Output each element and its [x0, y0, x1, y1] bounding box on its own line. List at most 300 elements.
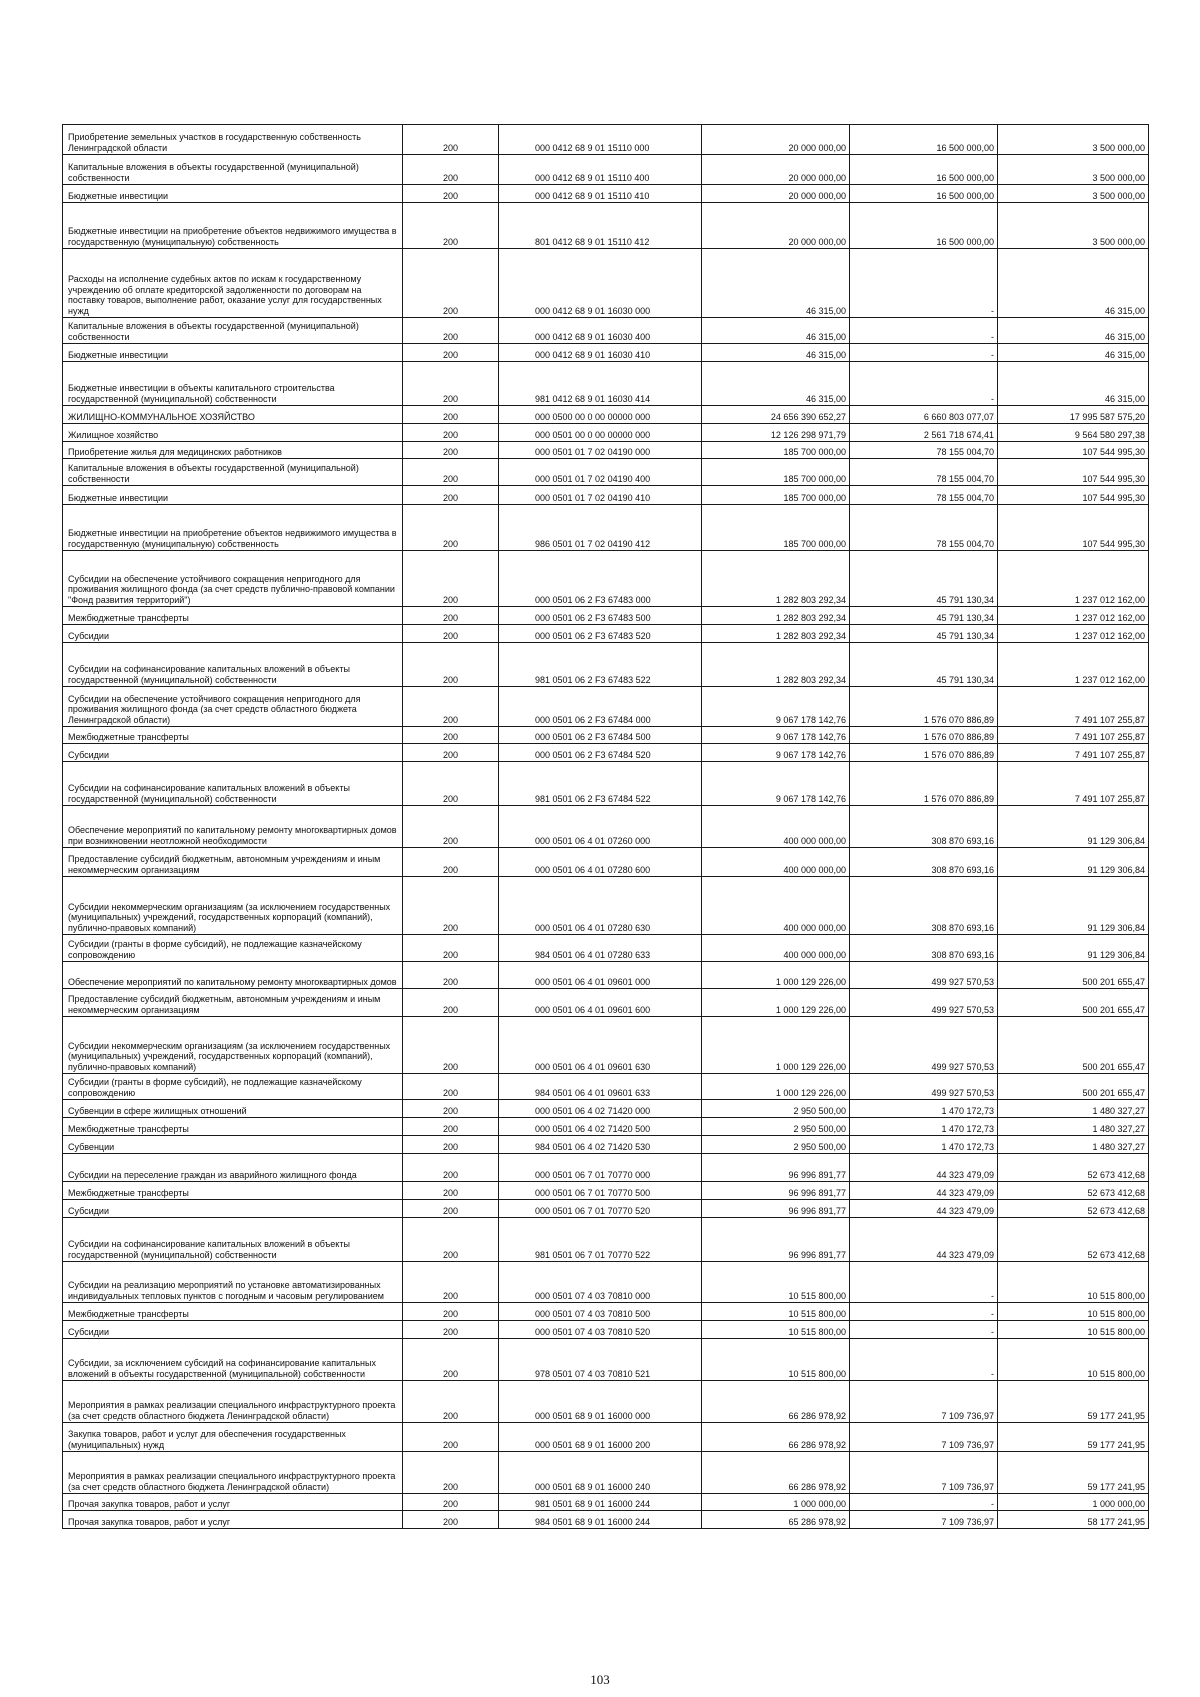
table-row	[63, 1200, 1149, 1218]
row-name: Субсидии	[63, 1321, 403, 1339]
table-row	[63, 1423, 1149, 1452]
row-unexecuted: 52 673 412,68	[998, 1200, 1149, 1218]
row-kbk: 000 0501 06 2 F3 67484 520	[499, 744, 702, 762]
row-approved: 1 000 129 226,00	[702, 989, 850, 1017]
row-approved: 2 950 500,00	[702, 1136, 850, 1154]
row-name: Приобретение земельных участков в государственную собственность Ленинградской области	[63, 125, 403, 155]
row-code: 200	[403, 935, 499, 962]
row-kbk: 000 0412 68 9 01 16030 000	[499, 249, 702, 318]
row-kbk: 000 0501 06 2 F3 67483 520	[499, 625, 702, 643]
row-name: Субсидии на софинансирование капитальных вложений в объекты государственной (муниципальной) собственности	[63, 762, 403, 806]
row-kbk: 000 0412 68 9 01 15110 400	[499, 155, 702, 185]
row-approved: 9 067 178 142,76	[702, 744, 850, 762]
page-number: 103	[590, 1672, 610, 1687]
row-approved: 1 000 129 226,00	[702, 1017, 850, 1074]
row-code: 200	[403, 1136, 499, 1154]
row-executed: 1 576 070 886,89	[850, 687, 998, 727]
row-approved: 400 000 000,00	[702, 848, 850, 877]
table-row	[63, 459, 1149, 486]
row-unexecuted: 10 515 800,00	[998, 1262, 1149, 1303]
row-unexecuted: 7 491 107 255,87	[998, 744, 1149, 762]
row-approved: 2 950 500,00	[702, 1100, 850, 1118]
row-approved: 2 950 500,00	[702, 1118, 850, 1136]
row-executed: 499 927 570,53	[850, 962, 998, 989]
row-code: 200	[403, 1423, 499, 1452]
table-row	[63, 442, 1149, 459]
row-code: 200	[403, 848, 499, 877]
row-unexecuted: 7 491 107 255,87	[998, 727, 1149, 744]
row-code: 200	[403, 155, 499, 185]
row-code: 200	[403, 1321, 499, 1339]
row-unexecuted: 500 201 655,47	[998, 1017, 1149, 1074]
row-approved: 10 515 800,00	[702, 1339, 850, 1381]
row-approved: 46 315,00	[702, 318, 850, 344]
row-approved: 1 282 803 292,34	[702, 607, 850, 625]
table-row	[63, 1511, 1149, 1529]
row-name: Межбюджетные трансферты	[63, 1118, 403, 1136]
row-executed: 78 155 004,70	[850, 442, 998, 459]
row-name: Предоставление субсидий бюджетным, автономным учреждениям и иным некоммерческим организациям	[63, 989, 403, 1017]
row-executed: 16 500 000,00	[850, 185, 998, 203]
row-kbk: 000 0501 01 7 02 04190 410	[499, 486, 702, 505]
row-approved: 9 067 178 142,76	[702, 727, 850, 744]
row-code: 200	[403, 1381, 499, 1423]
row-code: 200	[403, 505, 499, 551]
row-code: 200	[403, 744, 499, 762]
row-executed: 78 155 004,70	[850, 486, 998, 505]
table-row	[63, 203, 1149, 249]
row-executed: 499 927 570,53	[850, 1074, 998, 1100]
row-approved: 12 126 298 971,79	[702, 424, 850, 442]
row-executed: 16 500 000,00	[850, 203, 998, 249]
row-name: Закупка товаров, работ и услуг для обеспечения государственных (муниципальных) нужд	[63, 1423, 403, 1452]
row-code: 200	[403, 551, 499, 607]
row-approved: 10 515 800,00	[702, 1303, 850, 1321]
row-executed: 45 791 130,34	[850, 551, 998, 607]
table-row	[63, 1017, 1149, 1074]
row-name: Приобретение жилья для медицинских работников	[63, 442, 403, 459]
row-unexecuted: 58 177 241,95	[998, 1511, 1149, 1529]
row-name: Субсидии на обеспечение устойчивого сокращения непригодного для проживания жилищного фонда (за счет средств областного бюджета Ленинградской области)	[63, 687, 403, 727]
table-row	[63, 125, 1149, 155]
row-code: 200	[403, 318, 499, 344]
row-kbk: 000 0501 06 2 F3 67484 000	[499, 687, 702, 727]
row-kbk: 000 0501 01 7 02 04190 000	[499, 442, 702, 459]
row-executed: 1 470 172,73	[850, 1136, 998, 1154]
row-code: 200	[403, 1339, 499, 1381]
table-row	[63, 607, 1149, 625]
row-approved: 1 000 129 226,00	[702, 962, 850, 989]
row-name: Субсидии	[63, 1200, 403, 1218]
row-unexecuted: 500 201 655,47	[998, 962, 1149, 989]
row-approved: 400 000 000,00	[702, 806, 850, 848]
row-kbk: 981 0501 06 7 01 70770 522	[499, 1218, 702, 1262]
row-unexecuted: 17 995 587 575,20	[998, 406, 1149, 424]
row-code: 200	[403, 1074, 499, 1100]
row-code: 200	[403, 362, 499, 406]
row-name: Бюджетные инвестиции	[63, 185, 403, 203]
row-kbk: 801 0412 68 9 01 15110 412	[499, 203, 702, 249]
row-code: 200	[403, 1262, 499, 1303]
row-name: Субсидии (гранты в форме субсидий), не подлежащие казначейскому сопровождению	[63, 1074, 403, 1100]
table-row	[63, 249, 1149, 318]
row-unexecuted: 500 201 655,47	[998, 989, 1149, 1017]
row-code: 200	[403, 1154, 499, 1182]
table-row	[63, 185, 1149, 203]
row-kbk: 984 0501 06 4 02 71420 530	[499, 1136, 702, 1154]
row-approved: 20 000 000,00	[702, 155, 850, 185]
row-unexecuted: 1 237 012 162,00	[998, 607, 1149, 625]
row-approved: 65 286 978,92	[702, 1511, 850, 1529]
table-row	[63, 155, 1149, 185]
row-code: 200	[403, 1494, 499, 1511]
table-row	[63, 362, 1149, 406]
row-code: 200	[403, 625, 499, 643]
row-approved: 46 315,00	[702, 344, 850, 362]
row-name: Капитальные вложения в объекты государственной (муниципальной) собственности	[63, 155, 403, 185]
row-executed: 45 791 130,34	[850, 625, 998, 643]
row-unexecuted: 59 177 241,95	[998, 1381, 1149, 1423]
row-approved: 20 000 000,00	[702, 125, 850, 155]
row-code: 200	[403, 185, 499, 203]
table-row	[63, 643, 1149, 687]
row-kbk: 000 0501 06 7 01 70770 520	[499, 1200, 702, 1218]
row-approved: 400 000 000,00	[702, 877, 850, 935]
row-kbk: 000 0501 06 4 01 07280 630	[499, 877, 702, 935]
row-executed: -	[850, 1494, 998, 1511]
table-row	[63, 551, 1149, 607]
row-unexecuted: 52 673 412,68	[998, 1182, 1149, 1200]
row-kbk: 000 0501 00 0 00 00000 000	[499, 424, 702, 442]
row-executed: -	[850, 362, 998, 406]
row-approved: 185 700 000,00	[702, 505, 850, 551]
row-executed: 45 791 130,34	[850, 643, 998, 687]
row-executed: 78 155 004,70	[850, 459, 998, 486]
row-kbk: 000 0412 68 9 01 16030 410	[499, 344, 702, 362]
row-approved: 10 515 800,00	[702, 1321, 850, 1339]
row-kbk: 000 0501 06 2 F3 67483 500	[499, 607, 702, 625]
row-unexecuted: 10 515 800,00	[998, 1321, 1149, 1339]
table-row	[63, 1154, 1149, 1182]
row-executed: 78 155 004,70	[850, 505, 998, 551]
row-executed: -	[850, 1262, 998, 1303]
row-code: 200	[403, 1218, 499, 1262]
row-code: 200	[403, 459, 499, 486]
row-executed: 7 109 736,97	[850, 1511, 998, 1529]
row-executed: 308 870 693,16	[850, 935, 998, 962]
row-kbk: 000 0501 06 4 01 09601 600	[499, 989, 702, 1017]
row-approved: 96 996 891,77	[702, 1218, 850, 1262]
row-executed: 7 109 736,97	[850, 1423, 998, 1452]
table-row	[63, 762, 1149, 806]
table-row	[63, 744, 1149, 762]
row-kbk: 984 0501 06 4 01 09601 633	[499, 1074, 702, 1100]
table-row	[63, 1452, 1149, 1494]
row-kbk: 000 0501 06 7 01 70770 000	[499, 1154, 702, 1182]
row-code: 200	[403, 762, 499, 806]
row-unexecuted: 1 237 012 162,00	[998, 551, 1149, 607]
row-approved: 24 656 390 652,27	[702, 406, 850, 424]
table-row	[63, 1136, 1149, 1154]
row-name: Жилищное хозяйство	[63, 424, 403, 442]
row-kbk: 000 0501 07 4 03 70810 000	[499, 1262, 702, 1303]
row-name: Субсидии на обеспечение устойчивого сокращения непригодного для проживания жилищного фонда (за счет средств публично-правовой компании "Фонд развития территорий")	[63, 551, 403, 607]
row-approved: 9 067 178 142,76	[702, 762, 850, 806]
table-row	[63, 935, 1149, 962]
row-name: Капитальные вложения в объекты государственной (муниципальной) собственности	[63, 318, 403, 344]
row-unexecuted: 1 237 012 162,00	[998, 625, 1149, 643]
row-kbk: 000 0501 68 9 01 16000 240	[499, 1452, 702, 1494]
row-code: 200	[403, 806, 499, 848]
table-row	[63, 687, 1149, 727]
row-executed: -	[850, 318, 998, 344]
row-executed: -	[850, 1303, 998, 1321]
row-approved: 185 700 000,00	[702, 442, 850, 459]
row-approved: 1 000 000,00	[702, 1494, 850, 1511]
row-kbk: 981 0501 68 9 01 16000 244	[499, 1494, 702, 1511]
row-code: 200	[403, 607, 499, 625]
row-unexecuted: 500 201 655,47	[998, 1074, 1149, 1100]
row-executed: -	[850, 344, 998, 362]
row-unexecuted: 46 315,00	[998, 249, 1149, 318]
row-unexecuted: 9 564 580 297,38	[998, 424, 1149, 442]
table-row	[63, 1381, 1149, 1423]
row-kbk: 000 0501 06 2 F3 67484 500	[499, 727, 702, 744]
row-executed: 44 323 479,09	[850, 1154, 998, 1182]
row-kbk: 000 0501 06 4 01 09601 000	[499, 962, 702, 989]
row-approved: 96 996 891,77	[702, 1200, 850, 1218]
table-row	[63, 1218, 1149, 1262]
table-row	[63, 1074, 1149, 1100]
row-code: 200	[403, 643, 499, 687]
row-executed: 499 927 570,53	[850, 989, 998, 1017]
row-executed: 6 660 803 077,07	[850, 406, 998, 424]
row-executed: 1 576 070 886,89	[850, 762, 998, 806]
row-name: Субсидии некоммерческим организациям (за исключением государственных (муниципальных) учреждений, государственных корпораций (компаний), публично-правовых компаний)	[63, 1017, 403, 1074]
table-row	[63, 1303, 1149, 1321]
row-executed: 1 576 070 886,89	[850, 727, 998, 744]
row-approved: 1 282 803 292,34	[702, 551, 850, 607]
row-code: 200	[403, 962, 499, 989]
row-approved: 1 000 129 226,00	[702, 1074, 850, 1100]
row-executed: 45 791 130,34	[850, 607, 998, 625]
row-code: 200	[403, 1452, 499, 1494]
row-code: 200	[403, 486, 499, 505]
row-unexecuted: 91 129 306,84	[998, 806, 1149, 848]
row-kbk: 000 0501 07 4 03 70810 520	[499, 1321, 702, 1339]
row-unexecuted: 107 544 995,30	[998, 442, 1149, 459]
row-kbk: 000 0501 06 4 02 71420 000	[499, 1100, 702, 1118]
row-code: 200	[403, 1511, 499, 1529]
row-code: 200	[403, 125, 499, 155]
row-unexecuted: 107 544 995,30	[998, 505, 1149, 551]
table-row	[63, 989, 1149, 1017]
budget-table	[62, 124, 1149, 1529]
row-approved: 185 700 000,00	[702, 486, 850, 505]
row-name: Межбюджетные трансферты	[63, 727, 403, 744]
row-approved: 46 315,00	[702, 362, 850, 406]
row-unexecuted: 91 129 306,84	[998, 848, 1149, 877]
row-name: Капитальные вложения в объекты государственной (муниципальной) собственности	[63, 459, 403, 486]
row-name: Предоставление субсидий бюджетным, автономным учреждениям и иным некоммерческим организациям	[63, 848, 403, 877]
row-kbk: 000 0501 06 4 01 07260 000	[499, 806, 702, 848]
row-code: 200	[403, 1100, 499, 1118]
row-code: 200	[403, 249, 499, 318]
row-approved: 20 000 000,00	[702, 185, 850, 203]
row-unexecuted: 1 237 012 162,00	[998, 643, 1149, 687]
row-executed: 44 323 479,09	[850, 1182, 998, 1200]
row-kbk: 000 0501 06 4 02 71420 500	[499, 1118, 702, 1136]
row-name: Субсидии на софинансирование капитальных вложений в объекты государственной (муниципальной) собственности	[63, 1218, 403, 1262]
row-unexecuted: 52 673 412,68	[998, 1154, 1149, 1182]
row-kbk: 000 0412 68 9 01 16030 400	[499, 318, 702, 344]
row-code: 200	[403, 344, 499, 362]
row-code: 200	[403, 442, 499, 459]
row-unexecuted: 1 480 327,27	[998, 1118, 1149, 1136]
row-name: ЖИЛИЩНО-КОММУНАЛЬНОЕ ХОЗЯЙСТВО	[63, 406, 403, 424]
row-unexecuted: 107 544 995,30	[998, 486, 1149, 505]
table-row	[63, 406, 1149, 424]
row-kbk: 000 0501 07 4 03 70810 500	[499, 1303, 702, 1321]
row-unexecuted: 10 515 800,00	[998, 1339, 1149, 1381]
row-executed: -	[850, 1339, 998, 1381]
row-approved: 66 286 978,92	[702, 1381, 850, 1423]
row-unexecuted: 3 500 000,00	[998, 185, 1149, 203]
budget-table-body	[63, 125, 1149, 1529]
row-code: 200	[403, 406, 499, 424]
row-kbk: 000 0412 68 9 01 15110 000	[499, 125, 702, 155]
row-name: Субсидии	[63, 625, 403, 643]
row-executed: 1 470 172,73	[850, 1118, 998, 1136]
row-kbk: 000 0501 68 9 01 16000 000	[499, 1381, 702, 1423]
row-code: 200	[403, 687, 499, 727]
table-row	[63, 1182, 1149, 1200]
row-executed: 16 500 000,00	[850, 155, 998, 185]
row-unexecuted: 91 129 306,84	[998, 935, 1149, 962]
row-executed: 44 323 479,09	[850, 1200, 998, 1218]
row-kbk: 000 0501 01 7 02 04190 400	[499, 459, 702, 486]
table-row	[63, 318, 1149, 344]
row-name: Субсидии, за исключением субсидий на софинансирование капитальных вложений в объекты государственной (муниципальной) собственности	[63, 1339, 403, 1381]
row-unexecuted: 3 500 000,00	[998, 155, 1149, 185]
row-unexecuted: 3 500 000,00	[998, 203, 1149, 249]
row-code: 200	[403, 877, 499, 935]
row-unexecuted: 46 315,00	[998, 362, 1149, 406]
row-approved: 400 000 000,00	[702, 935, 850, 962]
row-unexecuted: 46 315,00	[998, 318, 1149, 344]
row-executed: 1 470 172,73	[850, 1100, 998, 1118]
row-executed: 1 576 070 886,89	[850, 744, 998, 762]
table-row	[63, 424, 1149, 442]
row-unexecuted: 3 500 000,00	[998, 125, 1149, 155]
row-name: Прочая закупка товаров, работ и услуг	[63, 1511, 403, 1529]
row-name: Субвенции в сфере жилищных отношений	[63, 1100, 403, 1118]
row-code: 200	[403, 1200, 499, 1218]
table-row	[63, 806, 1149, 848]
row-executed: 308 870 693,16	[850, 877, 998, 935]
table-row	[63, 1118, 1149, 1136]
table-row	[63, 727, 1149, 744]
row-approved: 185 700 000,00	[702, 459, 850, 486]
row-name: Бюджетные инвестиции на приобретение объектов недвижимого имущества в государственную (муниципальную) собственность	[63, 203, 403, 249]
row-name: Мероприятия в рамках реализации специального инфраструктурного проекта (за счет средств областного бюджета Ленинградской области)	[63, 1452, 403, 1494]
row-unexecuted: 52 673 412,68	[998, 1218, 1149, 1262]
row-approved: 66 286 978,92	[702, 1423, 850, 1452]
row-executed: 499 927 570,53	[850, 1017, 998, 1074]
row-approved: 10 515 800,00	[702, 1262, 850, 1303]
row-unexecuted: 91 129 306,84	[998, 877, 1149, 935]
table-row	[63, 1100, 1149, 1118]
row-kbk: 981 0501 06 2 F3 67483 522	[499, 643, 702, 687]
row-approved: 96 996 891,77	[702, 1182, 850, 1200]
row-executed: 308 870 693,16	[850, 848, 998, 877]
row-name: Субсидии на софинансирование капитальных вложений в объекты государственной (муниципальной) собственности	[63, 643, 403, 687]
row-unexecuted: 10 515 800,00	[998, 1303, 1149, 1321]
table-row	[63, 1339, 1149, 1381]
row-approved: 96 996 891,77	[702, 1154, 850, 1182]
row-name: Обеспечение мероприятий по капитальному ремонту многоквартирных домов при возникновении неотложной необходимости	[63, 806, 403, 848]
table-row	[63, 505, 1149, 551]
row-unexecuted: 1 480 327,27	[998, 1136, 1149, 1154]
row-kbk: 000 0500 00 0 00 00000 000	[499, 406, 702, 424]
row-kbk: 986 0501 01 7 02 04190 412	[499, 505, 702, 551]
table-row	[63, 625, 1149, 643]
row-name: Мероприятия в рамках реализации специального инфраструктурного проекта (за счет средств областного бюджета Ленинградской области)	[63, 1381, 403, 1423]
row-approved: 20 000 000,00	[702, 203, 850, 249]
row-kbk: 981 0412 68 9 01 16030 414	[499, 362, 702, 406]
table-row	[63, 962, 1149, 989]
row-name: Субсидии (гранты в форме субсидий), не подлежащие казначейскому сопровождению	[63, 935, 403, 962]
table-row	[63, 1262, 1149, 1303]
row-approved: 1 282 803 292,34	[702, 625, 850, 643]
row-executed: 7 109 736,97	[850, 1381, 998, 1423]
row-kbk: 981 0501 06 2 F3 67484 522	[499, 762, 702, 806]
row-code: 200	[403, 1182, 499, 1200]
row-name: Бюджетные инвестиции	[63, 486, 403, 505]
row-kbk: 984 0501 06 4 01 07280 633	[499, 935, 702, 962]
row-code: 200	[403, 1017, 499, 1074]
table-row	[63, 877, 1149, 935]
row-code: 200	[403, 1303, 499, 1321]
table-row	[63, 344, 1149, 362]
row-name: Бюджетные инвестиции	[63, 344, 403, 362]
row-name: Обеспечение мероприятий по капитальному ремонту многоквартирных домов	[63, 962, 403, 989]
row-executed: 16 500 000,00	[850, 125, 998, 155]
row-approved: 46 315,00	[702, 249, 850, 318]
row-kbk: 978 0501 07 4 03 70810 521	[499, 1339, 702, 1381]
row-name: Субсидии на переселение граждан из аварийного жилищного фонда	[63, 1154, 403, 1182]
table-row	[63, 1494, 1149, 1511]
row-name: Бюджетные инвестиции в объекты капитального строительства государственной (муниципальной) собственности	[63, 362, 403, 406]
row-kbk: 000 0501 68 9 01 16000 200	[499, 1423, 702, 1452]
row-name: Прочая закупка товаров, работ и услуг	[63, 1494, 403, 1511]
row-kbk: 000 0501 06 2 F3 67483 000	[499, 551, 702, 607]
row-name: Межбюджетные трансферты	[63, 607, 403, 625]
row-code: 200	[403, 203, 499, 249]
row-unexecuted: 7 491 107 255,87	[998, 762, 1149, 806]
table-row	[63, 848, 1149, 877]
row-name: Межбюджетные трансферты	[63, 1182, 403, 1200]
row-name: Субсидии некоммерческим организациям (за исключением государственных (муниципальных) учреждений, государственных корпораций (компаний), публично-правовых компаний)	[63, 877, 403, 935]
row-unexecuted: 46 315,00	[998, 344, 1149, 362]
row-code: 200	[403, 1118, 499, 1136]
table-row	[63, 486, 1149, 505]
row-kbk: 000 0501 06 4 01 09601 630	[499, 1017, 702, 1074]
row-kbk: 000 0412 68 9 01 15110 410	[499, 185, 702, 203]
row-kbk: 000 0501 06 7 01 70770 500	[499, 1182, 702, 1200]
row-executed: 7 109 736,97	[850, 1452, 998, 1494]
row-unexecuted: 7 491 107 255,87	[998, 687, 1149, 727]
